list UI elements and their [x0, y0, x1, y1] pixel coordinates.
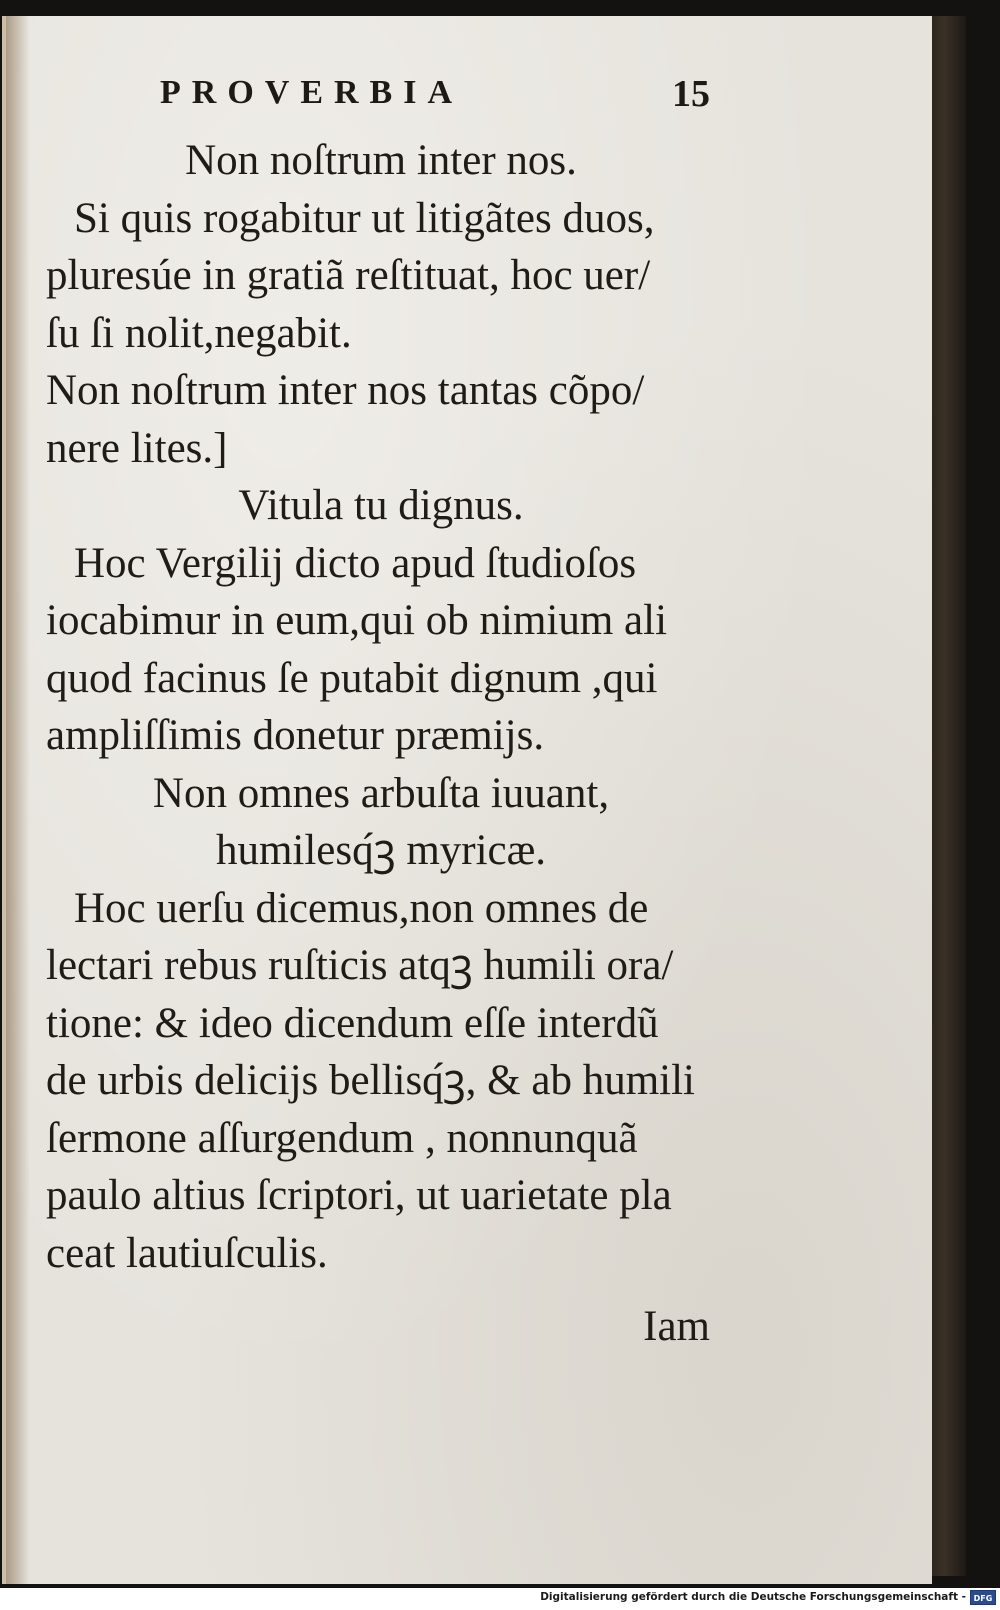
funding-credit: Digitalisierung gefördert durch die Deutsche Forschungsgemeinschaft - [540, 1591, 966, 1603]
text-line: lectari rebus ruſticis atqꝫ humili ora/ [46, 942, 674, 989]
text-line: tione: & ideo dicendum eſſe interdũ [46, 999, 659, 1047]
proverb-heading: humilesq́ꝫ myricæ. [215, 827, 547, 874]
proverb-heading: Non omnes arbuſta iuuant, [152, 769, 610, 817]
text-line: paulo altius ſcriptori, ut uarietate pla [46, 1172, 672, 1219]
page-edge [930, 16, 966, 1576]
text-line: Hoc Vergilij dicto apud ſtudioſos [74, 539, 637, 587]
text-line: Non noſtrum inter nos tantas cõpo/ [46, 367, 645, 414]
dfg-logo: DFG [970, 1590, 996, 1605]
text-line: pluresúe in gratiã reſtituat, hoc uer/ [46, 252, 651, 299]
text-line: ſu ſi nolit,negabit. [46, 309, 352, 357]
catchword: Iam [643, 1303, 710, 1350]
text-line: ſermone aſſurgendum , nonnunquã [46, 1114, 638, 1162]
text-line: ceat lautiuſculis. [46, 1229, 328, 1277]
page-number: 15 [672, 73, 710, 115]
binding-gutter [6, 16, 30, 1584]
text-line: nere lites.] [46, 424, 228, 472]
running-head: PROVERBIA [160, 74, 464, 111]
text-line: ampliſſimis donetur præmijs. [46, 712, 545, 759]
text-line: Si quis rogabitur ut litigãtes duos, [74, 194, 655, 242]
proverb-heading: Non noſtrum inter nos. [185, 137, 577, 184]
proverb-heading: Vitula tu dignus. [238, 482, 524, 529]
text-line: Hoc uerſu dicemus,non omnes de [74, 884, 649, 932]
text-line: de urbis delicijs bellisq́ꝫ, & ab humili [46, 1057, 695, 1104]
page-header [160, 70, 710, 120]
digitization-footer [0, 1588, 1000, 1610]
text-line: iocabimur in eum,qui ob nimium ali [46, 597, 668, 644]
text-line: quod facinus ſe putabit dignum ,qui [46, 654, 658, 702]
body-text [46, 132, 716, 1282]
